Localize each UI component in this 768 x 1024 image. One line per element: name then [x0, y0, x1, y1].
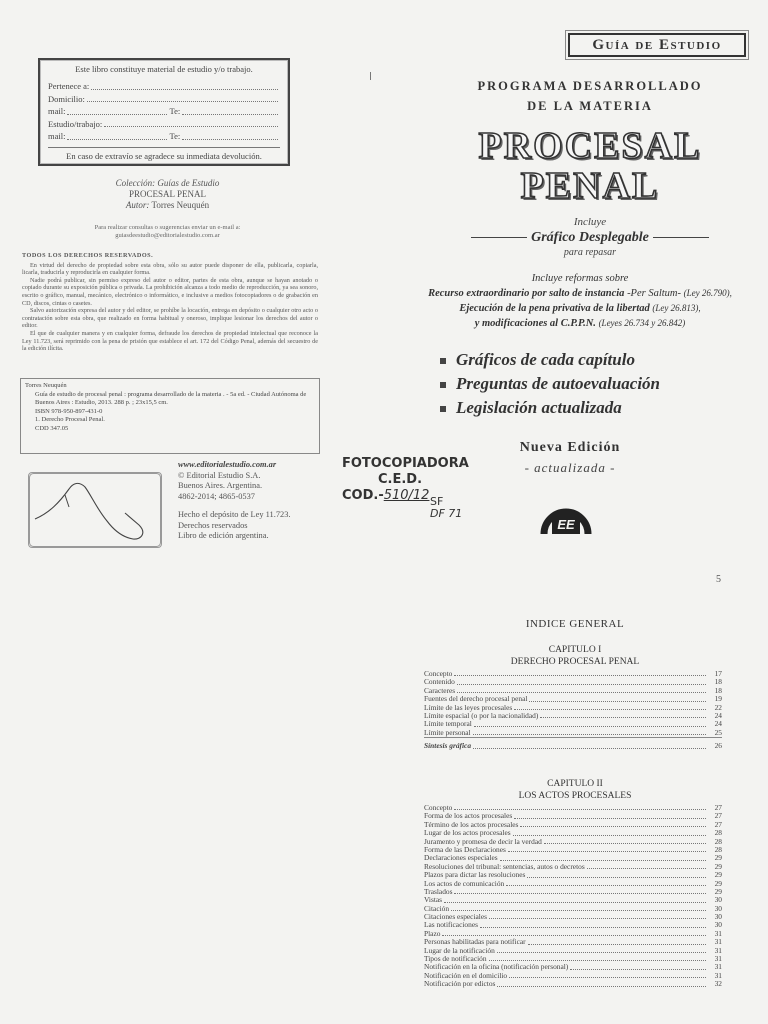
toc-entry-title: Declaraciones especiales — [424, 853, 498, 863]
stamp-line-1: FOTOCOPIADORA — [342, 456, 469, 471]
cover-title-line-1: PROCESAL — [478, 125, 702, 167]
logo-text: EE — [557, 517, 575, 532]
coleccion-title: PROCESAL PENAL — [129, 189, 206, 199]
toc-entry-title: Vistas — [424, 895, 443, 905]
toc-entry-title: Resoluciones del tribunal: sentencias, autos o decretos — [424, 861, 585, 871]
toc-entry-page: 19 — [714, 694, 722, 704]
toc-entry-title: Concepto — [424, 669, 453, 678]
toc-entry-page: 30 — [714, 895, 722, 905]
reforma-main: Recurso extraordinario por salto de instancia — [428, 288, 625, 299]
toc-entry — [424, 888, 722, 896]
legal-line: Libro de edición argentina. — [178, 531, 269, 540]
toc-entry — [424, 742, 722, 750]
chapter-heading — [400, 778, 750, 802]
reforma-note: -Per Saltum- — [624, 288, 684, 299]
toc-entry-page: 18 — [714, 677, 722, 687]
domicilio-label: Domicilio: — [48, 93, 85, 104]
estudio-label: Estudio/trabajo: — [48, 118, 103, 129]
stamp-line-2: C.E.D. — [378, 472, 423, 487]
feature-item: Legislación actualizada — [440, 396, 660, 420]
chapter-name: LOS ACTOS PROCESALES — [518, 791, 632, 801]
ownership-header: Este libro constituye material de estudio y/o trabajo. — [75, 64, 253, 74]
chapter-name: DERECHO PROCESAL PENAL — [510, 657, 640, 667]
ownership-box — [38, 58, 290, 166]
reformas-intro: Incluye reformas sobre — [531, 273, 629, 284]
toc-entry-title: Caracteres — [424, 685, 456, 695]
mail-label-2: mail: — [48, 131, 66, 141]
toc-entry-page: 29 — [714, 870, 722, 880]
toc-entry-title: Fuentes del derecho procesal penal — [424, 694, 528, 704]
reforma-main: y modificaciones al C.P.P.N. — [474, 318, 596, 329]
repasar-label: para repasar — [563, 247, 617, 258]
catalog-cdd: CDD 347.05 — [35, 424, 69, 432]
publisher-url: www.editorialestudio.com.ar — [178, 460, 277, 469]
toc-entry-title: Forma de las Declaraciones — [424, 844, 506, 854]
toc-entry-page: 31 — [714, 962, 722, 972]
features-list — [440, 348, 660, 420]
margin-mark — [370, 72, 371, 80]
grafico-desplegable — [420, 230, 760, 246]
autor-name: Torres Neuquén — [151, 200, 210, 210]
handwritten-note — [430, 496, 462, 520]
rights-title: TODOS LOS DERECHOS RESERVADOS. — [22, 252, 154, 259]
incluye-label: Incluye — [573, 216, 607, 228]
catalog-isbn: ISBN 978-950-897-431-0 — [35, 407, 103, 415]
program-heading — [420, 76, 760, 116]
publisher-line: 4862-2014; 4865-0537 — [178, 491, 255, 501]
tel-label-2: Te: — [169, 131, 181, 141]
edition-label: Nueva Edición — [519, 440, 621, 455]
cover-title-line-2: PENAL — [520, 165, 660, 207]
toc-entry-title: Citación — [424, 903, 450, 913]
toc-entry-title: Notificación en la oficina (notificación personal) — [424, 962, 569, 972]
toc-entry-page: 29 — [714, 861, 722, 871]
publisher-line: © Editorial Estudio S.A. — [178, 470, 261, 480]
toc-entry-page: 31 — [714, 945, 722, 955]
toc-entry-page: 31 — [714, 954, 722, 964]
toc-entry-page: 30 — [714, 912, 722, 922]
catalog-subject: 1. Derecho Procesal Penal. — [35, 416, 105, 423]
toc-entry-page: 18 — [714, 685, 722, 695]
toc-entry-title: Límite espacial (o por la nacionalidad) — [424, 710, 539, 720]
toc-entry-title: Plazos para dictar las resoluciones — [424, 870, 526, 880]
toc-entry-title: Término de los actos procesales — [424, 819, 519, 829]
index-title: INDICE GENERAL — [525, 618, 625, 630]
feature-item: Gráficos de cada capítulo — [440, 348, 660, 372]
square-bullet-icon — [440, 358, 446, 364]
toc-entry-title: Notificación por edictos — [424, 979, 496, 989]
toc-entry-page: 31 — [714, 928, 722, 938]
toc-entry-page: 31 — [714, 970, 722, 980]
toc-entry — [424, 921, 722, 929]
toc-entry — [424, 729, 722, 738]
stamp-cod-hand: 510/12 — [383, 488, 430, 503]
chapter-label: CAPITULO II — [547, 779, 603, 789]
tel-label: Te: — [169, 106, 181, 116]
toc-entry — [424, 980, 722, 988]
toc-entry-page: 27 — [714, 811, 722, 821]
rights-paragraph: Nadie podrá publicar, sin permiso expreso del autor o editor, partes de esta obra, aunque se hayan anotado o copiado durante su exposición pública o privada. La prohibición alcanza a todo medio de reproducción, ya sea sonoro, escrito o gráfico, manual, mecánico, electrónico o informático, e inclusive a medios fotocopiadores o de grabación en CD, discos, cintas o casetes. — [22, 276, 318, 307]
toc-entry-page: 31 — [714, 937, 722, 947]
coleccion-block — [40, 178, 295, 211]
signature-box — [28, 472, 162, 548]
toc-entry-title: Concepto — [424, 803, 453, 812]
note-df: DF 71 — [430, 507, 463, 520]
series-badge: Guía de Estudio — [568, 33, 746, 57]
toc-entry-title: Límite temporal — [424, 719, 472, 729]
toc-entry-title: Notificación en el domicilio — [424, 970, 508, 980]
catalog-description: Guía de estudio de procesal penal : programa desarrollado de la materia . - 5a ed. - Ciudad Autónoma de Buenos Aires : Estudio, 2013. 288 p. ; 23x15,5 cm. — [35, 390, 307, 406]
rights-paragraph: En virtud del derecho de propiedad sobre esta obra, sólo su autor puede disponer de ella, publicarla, copiarla, licarla, traducirla y reproducirla en cualquier forma. — [22, 261, 318, 277]
toc-entry-title: Tipos de notificación — [424, 954, 487, 964]
rights-block — [22, 252, 318, 353]
toc-entry-page: 28 — [714, 828, 722, 838]
toc-entry-title: Traslados — [424, 886, 453, 896]
toc-entry-page: 28 — [714, 844, 722, 854]
rights-paragraph: El que de cualquier manera y en cualquier forma, defraude los derechos de propiedad intelectual que reconoce la Ley 11.723, será reprimido con la pena de prisión que establece el art. 172 del Código Penal, además del secuestro de la edición ilícita. — [22, 329, 318, 353]
reforma-law: (Leyes 26.734 y 26.842) — [598, 318, 686, 328]
toc-entry-page: 29 — [714, 886, 722, 896]
coleccion-label: Colección: Guías de Estudio — [115, 178, 220, 188]
toc-entry-page: 17 — [714, 669, 722, 678]
catalog-author: Torres Neuquén — [25, 382, 67, 389]
toc-entry — [424, 678, 722, 686]
reforma-law: (Ley 26.790), — [683, 288, 732, 298]
square-bullet-icon — [440, 382, 446, 388]
toc-list-chapter-2 — [424, 804, 722, 989]
reforma-law: (Ley 26.813), — [652, 303, 701, 313]
toc-entry-title: Límite de las leyes procesales — [424, 702, 513, 712]
toc-entry-title: Las notificaciones — [424, 920, 478, 930]
toc-entry-page: 30 — [714, 903, 722, 913]
stamp-cod: COD.- — [342, 488, 384, 503]
ownership-footer: En caso de extravío se agradece su inmediata devolución. — [48, 147, 280, 161]
mail-label: mail: — [48, 106, 66, 116]
toc-entry-page: 25 — [714, 727, 722, 737]
chapter-label: CAPITULO I — [548, 645, 602, 655]
toc-entry-title: Lugar de la notificación — [424, 945, 495, 955]
toc-list-chapter-1 — [424, 670, 722, 751]
edition-sub: - actualizada - — [524, 460, 616, 475]
toc-entry-title: Personas habilitadas para notificar — [424, 937, 526, 947]
publisher-block — [178, 460, 328, 542]
autor-label: Autor: — [125, 200, 150, 210]
publisher-logo-icon — [540, 496, 592, 536]
reformas-block — [400, 272, 760, 331]
square-bullet-icon — [440, 406, 446, 412]
toc-entry-page: 32 — [714, 979, 722, 989]
toc-entry-page: 27 — [714, 819, 722, 829]
consultas-line: Para realizar consultas o sugerencias enviar un e-mail a: — [94, 224, 241, 231]
pertenece-label: Pertenece a: — [48, 81, 90, 91]
toc-entry-page: 29 — [714, 878, 722, 888]
consultas-email: guiasdeestudio@editorialestudio.com.ar — [115, 232, 220, 239]
page-number: 5 — [716, 574, 721, 585]
toc-entry-page: 29 — [714, 853, 722, 863]
toc-entry — [424, 670, 722, 678]
chapter-heading — [400, 644, 750, 668]
publisher-line: Buenos Aires. Argentina. — [178, 481, 263, 490]
toc-entry-page: 30 — [714, 920, 722, 930]
grafico-label: Gráfico Desplegable — [531, 230, 649, 245]
toc-entry-title: Límite personal — [424, 727, 471, 737]
toc-entry-page: 22 — [714, 702, 722, 712]
toc-entry-page: 24 — [714, 719, 722, 729]
reforma-main: Ejecución de la pena privativa de la libertad — [459, 303, 650, 314]
legal-line: Hecho el depósito de Ley 11.723. — [178, 510, 291, 519]
toc-entry — [424, 896, 722, 904]
toc-entry-title: Contenido — [424, 677, 455, 687]
toc-entry-title: Lugar de los actos procesales — [424, 828, 511, 838]
note-sf: SF — [430, 495, 444, 508]
toc-entry-title: Juramento y promesa de decir la verdad — [424, 836, 542, 846]
rights-paragraph: Salvo autorización expresa del autor y del editor, se prohíbe la locación, entrega en depósito o cualquier otro acto o contratación sobre esta obra, que realizado en forma habitual y oneroso, implique lesionar los derechos del autor o editor. — [22, 307, 318, 330]
legal-line: Derechos reservados — [178, 520, 248, 530]
toc-entry-page: 28 — [714, 836, 722, 846]
program-line: PROGRAMA DESARROLLADO — [477, 79, 703, 93]
toc-entry-title: Plazo — [424, 928, 441, 938]
toc-entry-title: Citaciones especiales — [424, 912, 488, 922]
toc-entry-page: 26 — [714, 741, 722, 751]
feature-item: Preguntas de autoevaluación — [440, 372, 660, 396]
toc-entry-page: 24 — [714, 710, 722, 720]
toc-entry-title: Los actos de comunicación — [424, 878, 505, 888]
catalog-card — [20, 378, 320, 454]
consultas-block — [40, 224, 295, 240]
toc-entry-title: Síntesis gráfica — [424, 741, 472, 751]
toc-entry-title: Forma de los actos procesales — [424, 811, 513, 821]
toc-entry-page: 27 — [714, 803, 722, 812]
program-line: DE LA MATERIA — [527, 99, 653, 113]
toc-entry — [424, 880, 722, 888]
